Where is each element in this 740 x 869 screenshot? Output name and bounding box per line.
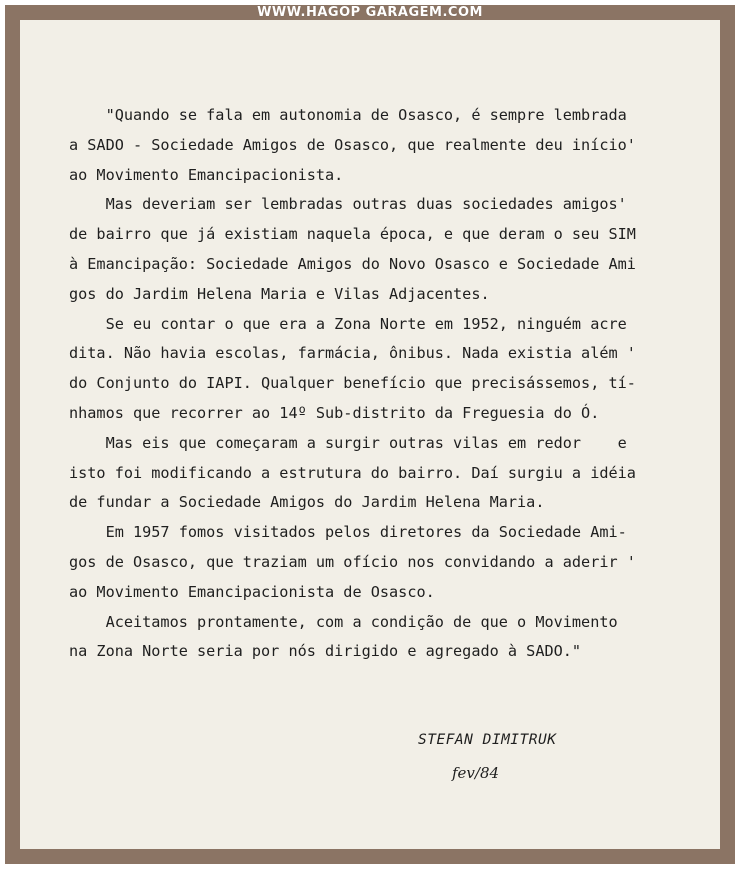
text-line: de fundar a Sociedade Amigos do Jardim Helena Maria. <box>69 493 545 512</box>
text-line: ao Movimento Emancipacionista de Osasco. <box>69 582 435 601</box>
document-page <box>20 20 720 849</box>
watermark-text: WWW.HAGOP GARAGEM.COM <box>257 5 483 20</box>
paragraph-5 <box>69 518 669 607</box>
signature-name: STEFAN DIMITRUK <box>418 732 557 748</box>
paragraph-3 <box>69 310 669 429</box>
text-line: nhamos que recorrer ao 14º Sub-distrito da Freguesia do Ó. <box>69 403 600 422</box>
text-line: Se eu contar o que era a Zona Norte em 1952, ninguém acre <box>69 314 627 333</box>
text-line: gos do Jardim Helena Maria e Vilas Adjacentes. <box>69 284 490 303</box>
paragraph-4 <box>69 429 669 518</box>
text-line: Mas eis que começaram a surgir outras vilas em redor e <box>69 433 627 452</box>
text-line: Aceitamos prontamente, com a condição de que o Movimento <box>69 612 618 631</box>
text-line: à Emancipação: Sociedade Amigos do Novo Osasco e Sociedade Ami <box>69 254 636 273</box>
signature-date: fev/84 <box>452 764 500 782</box>
text-line: de bairro que já existiam naquela época, e que deram o seu SIM <box>69 225 636 244</box>
text-line: isto foi modificando a estrutura do bairro. Daí surgiu a idéia <box>69 463 636 482</box>
paragraph-6 <box>69 608 669 668</box>
text-line: "Quando se fala em autonomia de Osasco, é sempre lembrada <box>69 106 627 124</box>
paragraph-2 <box>69 190 669 309</box>
text-line: a SADO - Sociedade Amigos de Osasco, que realmente deu início' <box>69 135 636 154</box>
quote-body <box>69 101 669 667</box>
paragraph-1 <box>69 101 669 190</box>
text-line: Mas deveriam ser lembradas outras duas sociedades amigos' <box>69 195 627 214</box>
text-line: Em 1957 fomos visitados pelos diretores da Sociedade Ami- <box>69 523 627 542</box>
text-line: gos de Osasco, que traziam um ofício nos convidando a aderir ' <box>69 552 636 571</box>
text-line: do Conjunto do IAPI. Qualquer benefício que precisássemos, tí- <box>69 374 636 393</box>
text-line: dita. Não havia escolas, farmácia, ônibus. Nada existia além ' <box>69 344 636 363</box>
text-line: ao Movimento Emancipacionista. <box>69 165 344 184</box>
text-line: na Zona Norte seria por nós dirigido e agregado à SADO." <box>69 642 582 661</box>
